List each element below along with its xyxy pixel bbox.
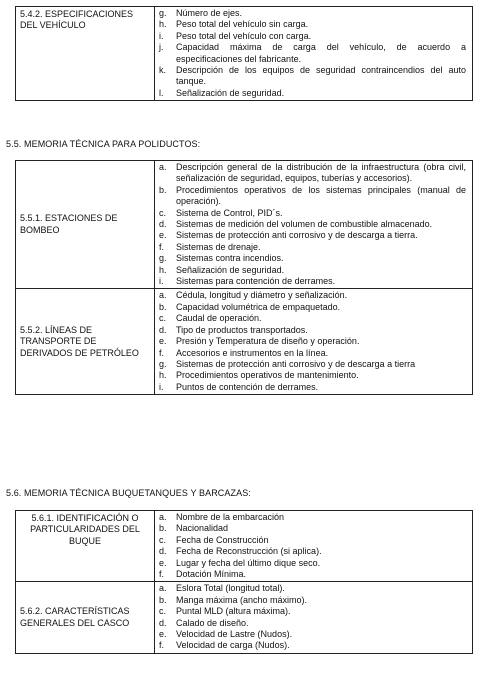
- list-item: [159, 629, 466, 640]
- list-item: [159, 313, 466, 324]
- item-text: Peso total del vehículo con carga.: [176, 30, 312, 41]
- item-text: Caudal de operación.: [176, 313, 262, 324]
- list-item: [159, 276, 466, 287]
- list-item: [159, 535, 466, 546]
- item-text: Capacidad máxima de carga del vehículo, de acuerdo a especificaciones del fabricante.: [176, 42, 466, 64]
- item-text: Sistemas contra incendios.: [176, 253, 284, 264]
- item-text: Lugar y fecha del último dique seco.: [176, 557, 321, 568]
- list-item: [159, 606, 466, 617]
- item-marker: h.: [159, 19, 167, 30]
- buquetanques-table: [15, 510, 473, 654]
- item-marker: b.: [159, 594, 167, 605]
- item-text: Cédula, longitud y diámetro y señalización.: [176, 290, 348, 301]
- item-text: Descripción de los equipos de seguridad contraincendios del auto tanque.: [176, 65, 466, 87]
- item-marker: e.: [159, 336, 167, 347]
- item-marker: g.: [159, 358, 167, 369]
- list-item: [159, 31, 466, 42]
- item-text: Calado de diseño.: [176, 617, 249, 628]
- row-label: 5.6.1. IDENTIFICACIÓN O PARTICULARIDADES DEL BUQUE: [16, 511, 155, 582]
- item-marker: k.: [159, 65, 167, 76]
- item-marker: a.: [159, 583, 167, 594]
- list-item: [159, 523, 466, 534]
- list-item: [159, 359, 466, 370]
- item-text: Dotación Mínima.: [176, 569, 247, 580]
- item-text: Fecha de Reconstrucción (si aplica).: [176, 546, 322, 557]
- item-text: Fecha de Construcción: [176, 534, 269, 545]
- section-heading-poliductos: 5.5. MEMORIA TÉCNICA PARA POLIDUCTOS:: [6, 139, 201, 149]
- item-marker: d.: [159, 219, 167, 230]
- item-marker: g.: [159, 8, 167, 18]
- item-marker: c.: [159, 313, 167, 324]
- list-item: [159, 348, 466, 359]
- item-text: Nacionalidad: [176, 523, 229, 534]
- list-item: [159, 382, 466, 393]
- item-marker: f.: [159, 347, 165, 358]
- list-item: [159, 19, 466, 30]
- item-marker: i.: [159, 276, 164, 287]
- row-label: 5.5.1. ESTACIONES DE BOMBEO: [16, 161, 155, 289]
- item-text: Sistemas de drenaje.: [176, 241, 261, 252]
- row-label: 5.4.2. ESPECIFICACIONES DEL VEHÍCULO: [16, 7, 155, 101]
- list-item: [159, 88, 466, 99]
- item-marker: f.: [159, 569, 165, 580]
- list-item: [159, 595, 466, 606]
- item-list: [155, 7, 473, 101]
- table-row: [16, 7, 473, 101]
- list-item: [159, 618, 466, 629]
- table-row: [16, 582, 473, 653]
- item-text: Capacidad volumétrica de empaquetado.: [176, 301, 341, 312]
- item-marker: b.: [159, 184, 167, 195]
- item-text: Peso total del vehículo sin carga.: [176, 19, 309, 30]
- list-item: [159, 290, 466, 301]
- list-item: [159, 640, 466, 651]
- item-text: Eslora Total (longitud total).: [176, 583, 285, 594]
- item-marker: b.: [159, 301, 167, 312]
- item-marker: h.: [159, 370, 167, 381]
- item-marker: d.: [159, 324, 167, 335]
- section-heading-buquetanques: 5.6. MEMORIA TÉCNICA BUQUETANQUES Y BARCAZAS:: [6, 488, 251, 498]
- list-item: [159, 546, 466, 557]
- list-item: [159, 8, 466, 19]
- list-item: [159, 583, 466, 594]
- table-row: [16, 289, 473, 395]
- item-text: Puntos de contención de derrames.: [176, 381, 319, 392]
- list-item: [159, 569, 466, 580]
- list-item: [159, 558, 466, 569]
- list-item: [159, 219, 466, 230]
- item-marker: d.: [159, 617, 167, 628]
- item-marker: b.: [159, 523, 167, 534]
- item-list: [155, 511, 473, 582]
- poliductos-table: [15, 160, 473, 395]
- item-text: Descripción general de la distribución de la infraestructura (obra civil, señalización de seguridad, equipos, tuberías y accesorios).: [176, 162, 466, 184]
- item-text: Tipo de productos transportados.: [176, 324, 308, 335]
- list-item: [159, 370, 466, 381]
- list-item: [159, 253, 466, 264]
- item-text: Sistemas de medición del volumen de combustible almacenado.: [176, 219, 433, 230]
- item-marker: c.: [159, 606, 167, 617]
- item-text: Procedimientos operativos de los sistemas principales (manual de operación).: [176, 184, 466, 207]
- list-item: [159, 208, 466, 219]
- item-marker: f.: [159, 241, 165, 252]
- item-marker: c.: [159, 207, 167, 218]
- item-marker: a.: [159, 512, 167, 522]
- item-text: Velocidad de Lastre (Nudos).: [176, 629, 293, 640]
- item-marker: e.: [159, 557, 167, 568]
- item-marker: h.: [159, 264, 167, 275]
- item-text: Sistemas de protección anti corrosivo y de descarga a tierra.: [176, 230, 418, 241]
- list-item: [159, 265, 466, 276]
- item-marker: c.: [159, 534, 167, 545]
- row-label: 5.6.2. CARACTERÍSTICAS GENERALES DEL CASCO: [16, 582, 155, 653]
- item-text: Número de ejes.: [176, 8, 243, 18]
- list-item: [159, 185, 466, 208]
- item-text: Sistema de Control, PID´s.: [176, 207, 283, 218]
- list-item: [159, 42, 466, 65]
- item-text: Sistemas de protección anti corrosivo y de descarga a tierra: [176, 358, 416, 369]
- item-text: Señalización de seguridad.: [176, 87, 285, 98]
- list-item: [159, 302, 466, 313]
- list-item: [159, 162, 466, 185]
- vehicle-spec-table: [15, 6, 473, 101]
- list-item: [159, 512, 466, 523]
- item-marker: a.: [159, 290, 167, 301]
- item-text: Velocidad de carga (Nudos).: [176, 640, 290, 651]
- item-marker: l.: [159, 87, 164, 98]
- item-text: Nombre de la embarcación: [176, 512, 285, 522]
- item-text: Puntal MLD (altura máxima).: [176, 606, 291, 617]
- item-marker: i.: [159, 381, 164, 392]
- item-text: Sistemas para contención de derrames.: [176, 276, 336, 287]
- item-marker: f.: [159, 640, 165, 651]
- item-text: Manga máxima (ancho máximo).: [176, 594, 308, 605]
- list-item: [159, 336, 466, 347]
- table-row: [16, 511, 473, 582]
- item-marker: d.: [159, 546, 167, 557]
- item-text: Accesorios e instrumentos en la línea.: [176, 347, 329, 358]
- item-list: [155, 289, 473, 395]
- item-list: [155, 161, 473, 289]
- item-marker: i.: [159, 30, 164, 41]
- item-marker: e.: [159, 629, 167, 640]
- item-list: [155, 582, 473, 653]
- item-marker: a.: [159, 162, 167, 172]
- table-row: [16, 161, 473, 289]
- row-label: 5.5.2. LÍNEAS DE TRANSPORTE DE DERIVADOS DE PETRÓLEO: [16, 289, 155, 395]
- item-marker: e.: [159, 230, 167, 241]
- item-marker: g.: [159, 253, 167, 264]
- item-text: Presión y Temperatura de diseño y operación.: [176, 336, 360, 347]
- list-item: [159, 230, 466, 241]
- list-item: [159, 325, 466, 336]
- item-text: Procedimientos operativos de mantenimiento.: [176, 370, 359, 381]
- list-item: [159, 242, 466, 253]
- list-item: [159, 65, 466, 88]
- item-marker: j.: [159, 42, 164, 53]
- item-text: Señalización de seguridad.: [176, 264, 285, 275]
